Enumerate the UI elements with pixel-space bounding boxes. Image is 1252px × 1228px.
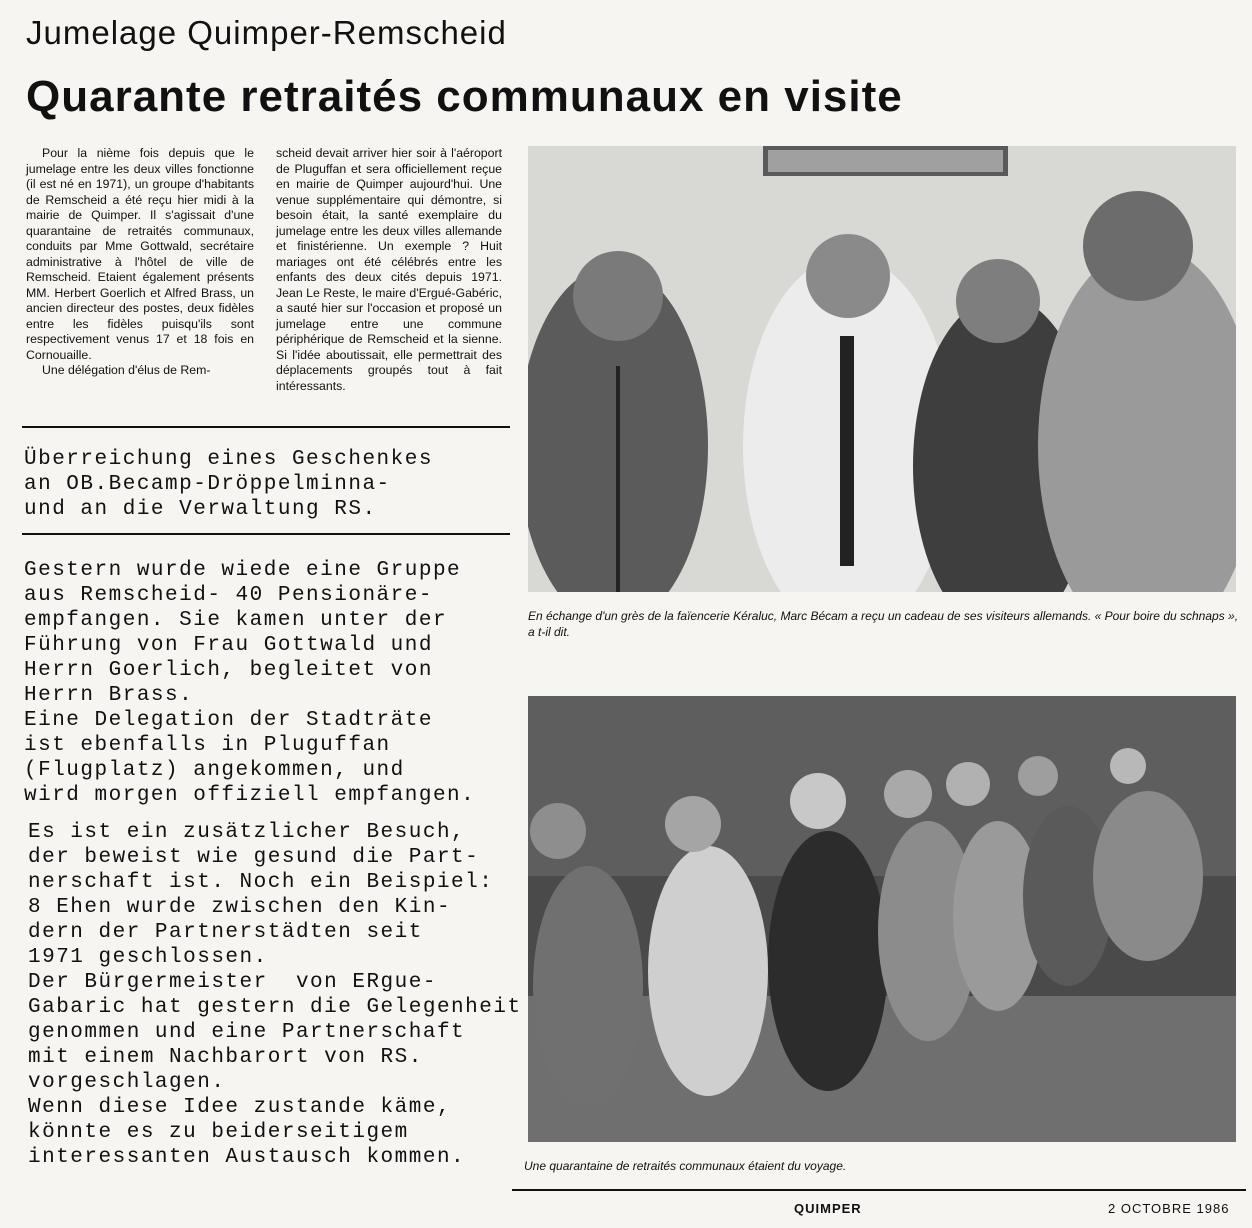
photo-gift-exchange (528, 146, 1236, 592)
typed-paragraph-2: Es ist ein zusätzlicher Besuch, der beweist wie gesund die Part- nerschaft ist. Noch ein Beispiel: 8 Ehen wurde zwischen den Kin- dern der Partnerstädten seit 1971 geschlossen. Der Bürgermeister von ERgue- Gabaric hat gestern die Gelegenheit genommen und eine Partnerschaft mit einem Nachbarort von RS. vorgeschlagen. Wenn diese Idee zustande käme, könnte es zu beiderseitigem interessanten Austausch kommen. (28, 821, 522, 1169)
headline: Quarante retraités communaux en visite (26, 72, 903, 121)
divider-top (22, 426, 510, 428)
footer-city: QUIMPER (794, 1201, 862, 1216)
photo-retirees-seated-shapes (528, 696, 1236, 1142)
typed-paragraph-1: Gestern wurde wiede eine Gruppe aus Remscheid- 40 Pensionäre- empfangen. Sie kamen unter der Führung von Frau Gottwald und Herrn Goerlich, begleitet von Herrn Brass. Eine Delegation der Stadträte ist ebenfalls in Pluguffan (Flugplatz) angekommen, und wird morgen offiziell empfangen. (24, 559, 476, 807)
photo-retirees-seated (528, 696, 1236, 1142)
footer-date: 2 OCTOBRE 1986 (1108, 1201, 1230, 1216)
caption-top-photo: En échange d'un grès de la faïencerie Kéraluc, Marc Bécam a reçu un cadeau de ses visiteurs allemands. « Pour boire du schnaps », a t-il dit. (528, 609, 1239, 639)
kicker-title: Jumelage Quimper-Remscheid (26, 14, 507, 51)
article-column-2 (276, 146, 502, 394)
divider-middle (22, 533, 510, 535)
typed-heading: Überreichung eines Geschenkes an OB.Becamp-Dröppelminna- und an die Verwaltung RS. (24, 448, 433, 521)
article-column-1-text: Pour la nième fois depuis que le jumelage entre les deux villes fonctionne (il est né en 1971), un groupe d'habitants de Remscheid a été reçu hier midi à la mairie de Quimper. Il s'agissait d'une quarantaine de retraités communaux, conduits par Mme Gottwald, secrétaire administrative à l'hôtel de ville de Remscheid. Etaient également présents MM. Herbert Goerlich et Alfred Brass, un ancien directeur des postes, deux fidèles entre les fidèles puisqu'ils sont respectivement venus 17 et 18 fois en Cornouaille. (26, 146, 254, 362)
article-column-1 (26, 146, 254, 379)
footer-rule (512, 1189, 1246, 1191)
photo-gift-exchange-shapes (528, 146, 1236, 592)
article-column-2-text: scheid devait arriver hier soir à l'aéroport de Pluguffan et sera officiellement reçue en mairie de Quimper aujourd'hui. Une venue supplémentaire qui démontre, si besoin était, la santé exemplaire du jumelage entre les deux villes allemande et finistérienne. Un exemple ? Huit mariages ont été célébrés entre les enfants des deux cités depuis 1971. Jean Le Reste, le maire d'Ergué-Gabéric, a sauté hier sur l'occasion et proposé un jumelage entre une commune périphérique de Remscheid et la sienne. Si l'idée aboutissait, elle permettrait des déplacements groupés tout à fait intéressants. (276, 146, 502, 393)
caption-bottom-photo: Une quarantaine de retraités communaux étaient du voyage. (524, 1159, 847, 1173)
article-column-1-tail: Une délégation d'élus de Rem- (42, 363, 211, 377)
